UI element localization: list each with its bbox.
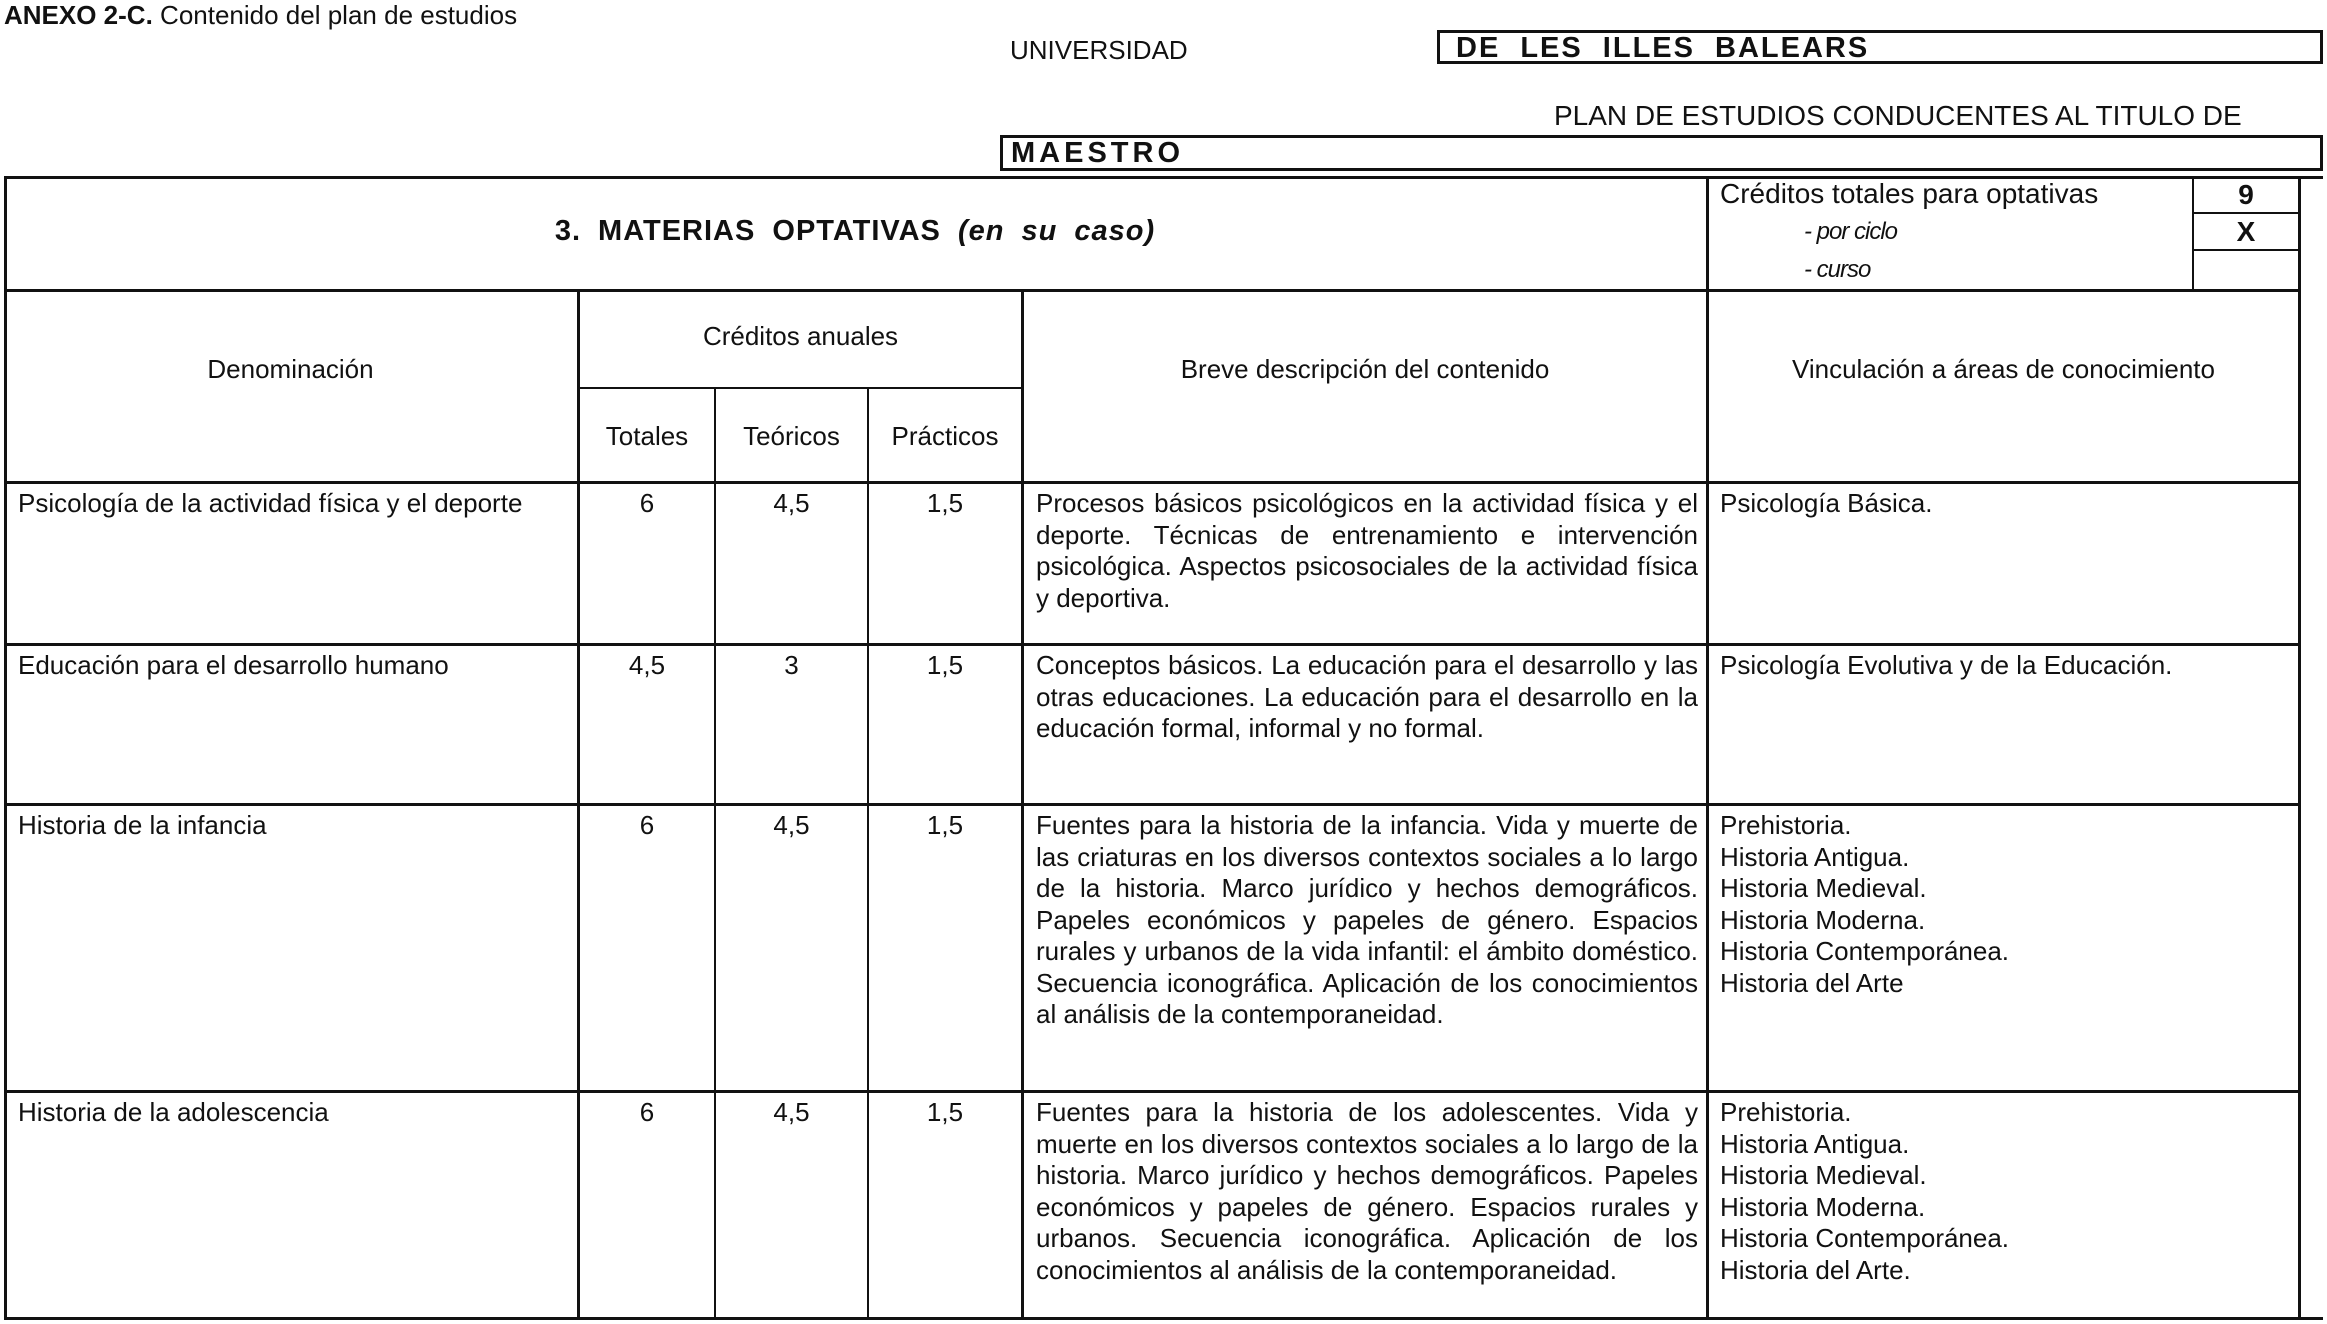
row-4-theoretical: 4,5 [773, 1097, 810, 1127]
row-divider-2 [4, 803, 2301, 806]
per-course-label: - curso [1804, 256, 1871, 283]
annex-text: Contenido del plan de estudios [160, 0, 518, 30]
annex-label: ANEXO 2-C. [4, 0, 153, 30]
per-cycle-value: X [2236, 216, 2256, 247]
col-header-practical: Prácticos [891, 421, 999, 451]
section-title [4, 216, 1706, 248]
row-3-areas [1720, 810, 2290, 999]
section-title-main: 3. MATERIAS OPTATIVAS [554, 215, 941, 247]
row-3-area-item: Prehistoria. [1720, 810, 1852, 840]
row-3-name: Historia de la infancia [18, 810, 267, 840]
header-bottom-line [4, 481, 2301, 484]
table-border-bottom [4, 1317, 2323, 1320]
row-4-area-item: Historia Antigua. [1720, 1128, 1910, 1159]
credits-subheader-line [577, 387, 1023, 389]
row-4-practical: 1,5 [926, 1097, 964, 1127]
col-header-areas: Vinculación a áreas de conocimiento [1791, 354, 2215, 384]
row-3-area-item: Historia Contemporánea. [1720, 936, 2010, 966]
row-4-area-item: Historia Medieval. [1720, 1160, 1927, 1190]
row-3-area-item: Historia Medieval. [1720, 873, 1927, 903]
row-2-theoretical: 3 [784, 650, 799, 680]
row-3-practical: 1,5 [926, 810, 964, 840]
row-4-name: Historia de la adolescencia [18, 1097, 329, 1127]
row-divider-3 [4, 1090, 2301, 1093]
row-4-area-item: Historia Moderna. [1720, 1191, 1926, 1222]
row-4-total: 6 [639, 1097, 655, 1127]
row-4-area-item: Prehistoria. [1720, 1097, 1852, 1127]
table-border-left [4, 176, 7, 1320]
credits-total-value: 9 [2238, 179, 2254, 210]
row-4-areas [1720, 1097, 2290, 1286]
col-header-theoretical: Teóricos [743, 421, 840, 451]
row-4-area-item: Historia del Arte. [1720, 1254, 1911, 1285]
credit-box-line1 [2192, 212, 2300, 214]
subjects-table [4, 176, 2323, 1320]
row-3-area-item: Historia Antigua. [1720, 841, 1910, 872]
row-4-area-item: Historia Contemporánea. [1720, 1223, 2010, 1253]
annex-heading [4, 0, 517, 30]
col-line-3 [867, 387, 869, 1320]
section-title-note: (en su caso) [957, 215, 1156, 247]
col-header-description: Breve descripción del contenido [1180, 354, 1550, 384]
row-2-practical: 1,5 [926, 650, 964, 680]
col-header-total: Totales [605, 421, 689, 451]
credits-label: Créditos totales para optativas [1720, 178, 2099, 209]
row-2-name: Educación para el desarrollo humano [18, 650, 449, 680]
col-header-credits: Créditos anuales [702, 321, 899, 351]
table-border-right [2298, 176, 2301, 1320]
row-4-description: Fuentes para la historia de los adolescentes. Vida y muerte en los diversos contextos sociales a lo largo de la historia. Marco jurídico y hechos demográficos. Papeles económicos y papeles de género. Espacios rurales y urbanos. Secuencia iconográfica. Aplicación de los conocimientos al análisis de la contemporaneidad. [1036, 1097, 1698, 1285]
row-1-theoretical: 4,5 [773, 488, 810, 518]
row-1-description: Procesos básicos psicológicos en la actividad física y el deporte. Técnicas de entrenamiento e intervención psicológica. Aspectos psicosociales de la actividad física y deportiva. [1036, 488, 1698, 613]
plan-label: PLAN DE ESTUDIOS CONDUCENTES AL TITULO DE [1554, 100, 2242, 131]
credit-box-line2 [2192, 249, 2300, 251]
row-3-area-item: Historia del Arte [1720, 967, 1904, 998]
row-3-area-item: Historia Moderna. [1720, 904, 1926, 935]
row-1-area: Psicología Básica. [1720, 488, 1933, 518]
col-header-name: Denominación [207, 354, 374, 384]
section-vdivider [1706, 176, 1709, 292]
university-label: UNIVERSIDAD [1010, 35, 1188, 65]
row-1-name: Psicología de la actividad física y el deporte [18, 488, 523, 518]
row-3-theoretical: 4,5 [773, 810, 810, 840]
degree-name: MAESTRO [1000, 135, 2323, 171]
col-line-2 [714, 387, 716, 1320]
row-1-total: 6 [639, 488, 655, 518]
per-cycle-label: - por ciclo [1804, 218, 1898, 245]
row-3-total: 6 [639, 810, 655, 840]
row-2-description: Conceptos básicos. La educación para el desarrollo y las otras educaciones. La educación para el desarrollo en la educación formal, informal y no formal. [1036, 650, 1698, 743]
university-name: DE LES ILLES BALEARS [1437, 30, 2323, 64]
row-1-practical: 1,5 [926, 488, 964, 518]
section-divider [4, 289, 2301, 292]
row-divider-1 [4, 643, 2301, 646]
row-3-description: Fuentes para la historia de la infancia. Vida y muerte de las criaturas en los diversos contextos sociales a lo largo de la historia. Marco jurídico y hechos demográficos. Papeles económicos y papeles de género. Espacios rurales y urbanos de la vida infantil: el ámbito doméstico. Secuencia iconográfica. Aplicación de los conocimientos al análisis de la contemporaneidad. [1036, 810, 1698, 1029]
row-2-area: Psicología Evolutiva y de la Educación. [1720, 650, 2173, 680]
row-2-total: 4,5 [628, 650, 666, 680]
